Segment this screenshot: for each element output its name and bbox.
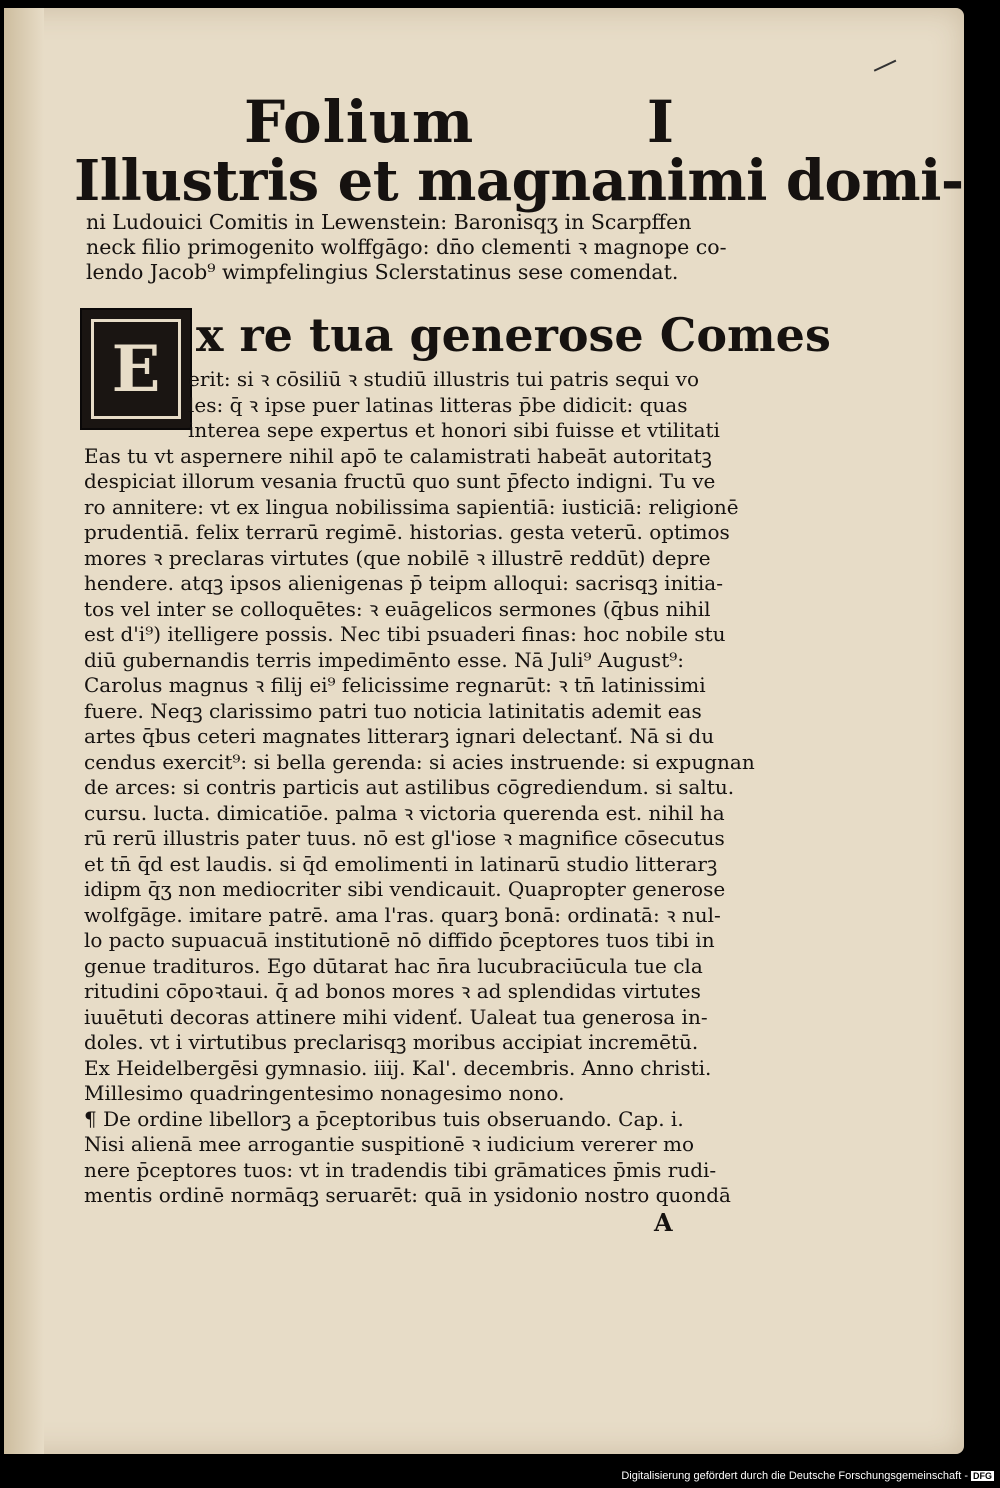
text-line: fuere. Neqꝫ clarissimo patri tuo noticia latinitatis ademit eas (84, 698, 702, 723)
text-line: hendere. atqꝫ ipsos alienigenas p̄ teipm alloqui: sacrisqꝫ initia- (84, 571, 723, 595)
text-line: erit: si ꝛ cōsiliū ꝛ studiū illustris tui patris sequi vo (188, 367, 700, 391)
text-line: Nisi alienā mee arrogantie suspitionē ꝛ iudicium vererer mo (84, 1132, 695, 1156)
text-line: les: q̄ ꝛ ipse puer latinas litteras p̄be didicit: quas (188, 392, 688, 417)
decorated-initial (80, 308, 192, 430)
text-line: artes q̄bus ceteri magnates litterarꝫ ignari delectanť. Nā si du (84, 724, 715, 748)
text-line: ritudini cōpoꝛtaui. q̄ ad bonos mores ꝛ ad splendidas virtutes (84, 979, 701, 1003)
footer-text: Digitalisierung gefördert durch die Deutsche Forschungsgemeinschaft - (621, 1470, 968, 1482)
text-line: cursu. lucta. dimicatiōe. palma ꝛ victoria querenda est. nihil ha (84, 800, 725, 825)
folium-label: Folium (244, 88, 475, 156)
text-line: nere p̄ceptores tuos: vt in tradendis tibi grāmatices p̄mis rudi- (84, 1157, 717, 1182)
text-line: est d'i⁹) itelligere possis. Nec tibi psuaderi finas: hoc nobile stu (84, 622, 726, 646)
dedication-line: neck filio primogenito wolffgāgo: dn̄o clementi ꝛ magnope co- (86, 235, 727, 259)
text-line: de arces: si contris particis aut astilibus cōgrediendum. si saltu. (84, 775, 735, 799)
text-line: doles. vt i virtutibus preclarisqꝫ moribus accipiat incremētū. (84, 1030, 699, 1054)
text-line: lo pacto supuacuā institutionē nō diffido p̄ceptores tuos tibi in (84, 928, 715, 952)
text-line: tos vel inter se colloquētes: ꝛ euāgelicos sermones (q̄bus nihil (84, 596, 711, 621)
signature-mark: A (654, 1208, 673, 1237)
text-line: interea sepe expertus et honori sibi fuisse et vtilitati (188, 418, 720, 442)
text-line: despiciat illorum vesania fructū quo sunt p̄fecto indigni. Tu ve (84, 469, 716, 493)
dedication-line: lendo Jacob⁹ wimpfelingius Sclerstatinus sese comendat. (86, 260, 679, 284)
text-line: iuuētuti decoras attinere mihi videnť. Ualeat tua generosa in- (84, 1004, 708, 1029)
text-line: mores ꝛ preclaras virtutes (que nobilē ꝛ illustrē reddūt) depre (84, 545, 711, 570)
book-page (4, 8, 964, 1454)
text-line: Eas tu vt aspernere nihil apō te calamistrati habeāt autoritatꝫ (84, 443, 712, 468)
text-line: ro annitere: vt ex lingua nobilissima sapientiā: iusticiā: religionē (84, 494, 739, 519)
initial-letter: E (91, 319, 181, 419)
folio-number: I (646, 88, 674, 156)
text-line: Ex Heidelbergēsi gymnasio. iiij. Kal'. decembris. Anno christi. (84, 1055, 712, 1080)
text-line: Millesimo quadringentesimo nonagesimo nono. (84, 1081, 565, 1105)
text-line: Carolus magnus ꝛ filij ei⁹ felicissime regnarūt: ꝛ tn̄ latinissimi (84, 673, 706, 697)
pencil-mark (874, 60, 903, 85)
opening-line: x re tua generose Comes (196, 308, 831, 362)
text-line: rū rerū illustris pater tuus. nō est gl'iose ꝛ magnifice cōsecutus (84, 826, 725, 850)
dedication-heading: Illustris et magnanimi domi- (74, 148, 964, 214)
text-line: wolfgāge. imitare patrē. ama l'ras. quarꝫ bonā: ordinatā: ꝛ nul- (84, 902, 721, 927)
dfg-logo: DFG (973, 1471, 992, 1481)
text-line: diū gubernandis terris impedimēnto esse. Nā Juli⁹ August⁹: (84, 647, 684, 672)
text-line: mentis ordinē normāqꝫ seruarēt: quā in ysidonio nostro quondā (84, 1183, 731, 1207)
text-line: prudentiā. felix terrarū regimē. historias. gesta veterū. optimos (84, 520, 730, 544)
text-line: genue tradituros. Ego dūtarat hac n̄ra lucubraciūcula tue cla (84, 953, 703, 978)
page-gutter (4, 8, 44, 1454)
text-line: idipm q̄ʒ non mediocriter sibi vendicauit. Quapropter generose (84, 877, 726, 901)
text-line: cendus exercit⁹: si bella gerenda: si acies instruende: si expugnan (84, 749, 755, 774)
text-line: et tn̄ q̄d est laudis. si q̄d emolimenti in latinarū studio litterarꝫ (84, 851, 718, 876)
dedication-line: ni Ludouici Comitis in Lewenstein: Baronisqʒ in Scarpffen (86, 210, 692, 234)
text-line: ¶ De ordine libellorꝫ a p̄ceptoribus tuis obseruando. Cap. i. (84, 1106, 684, 1131)
funding-footer (621, 1470, 994, 1482)
